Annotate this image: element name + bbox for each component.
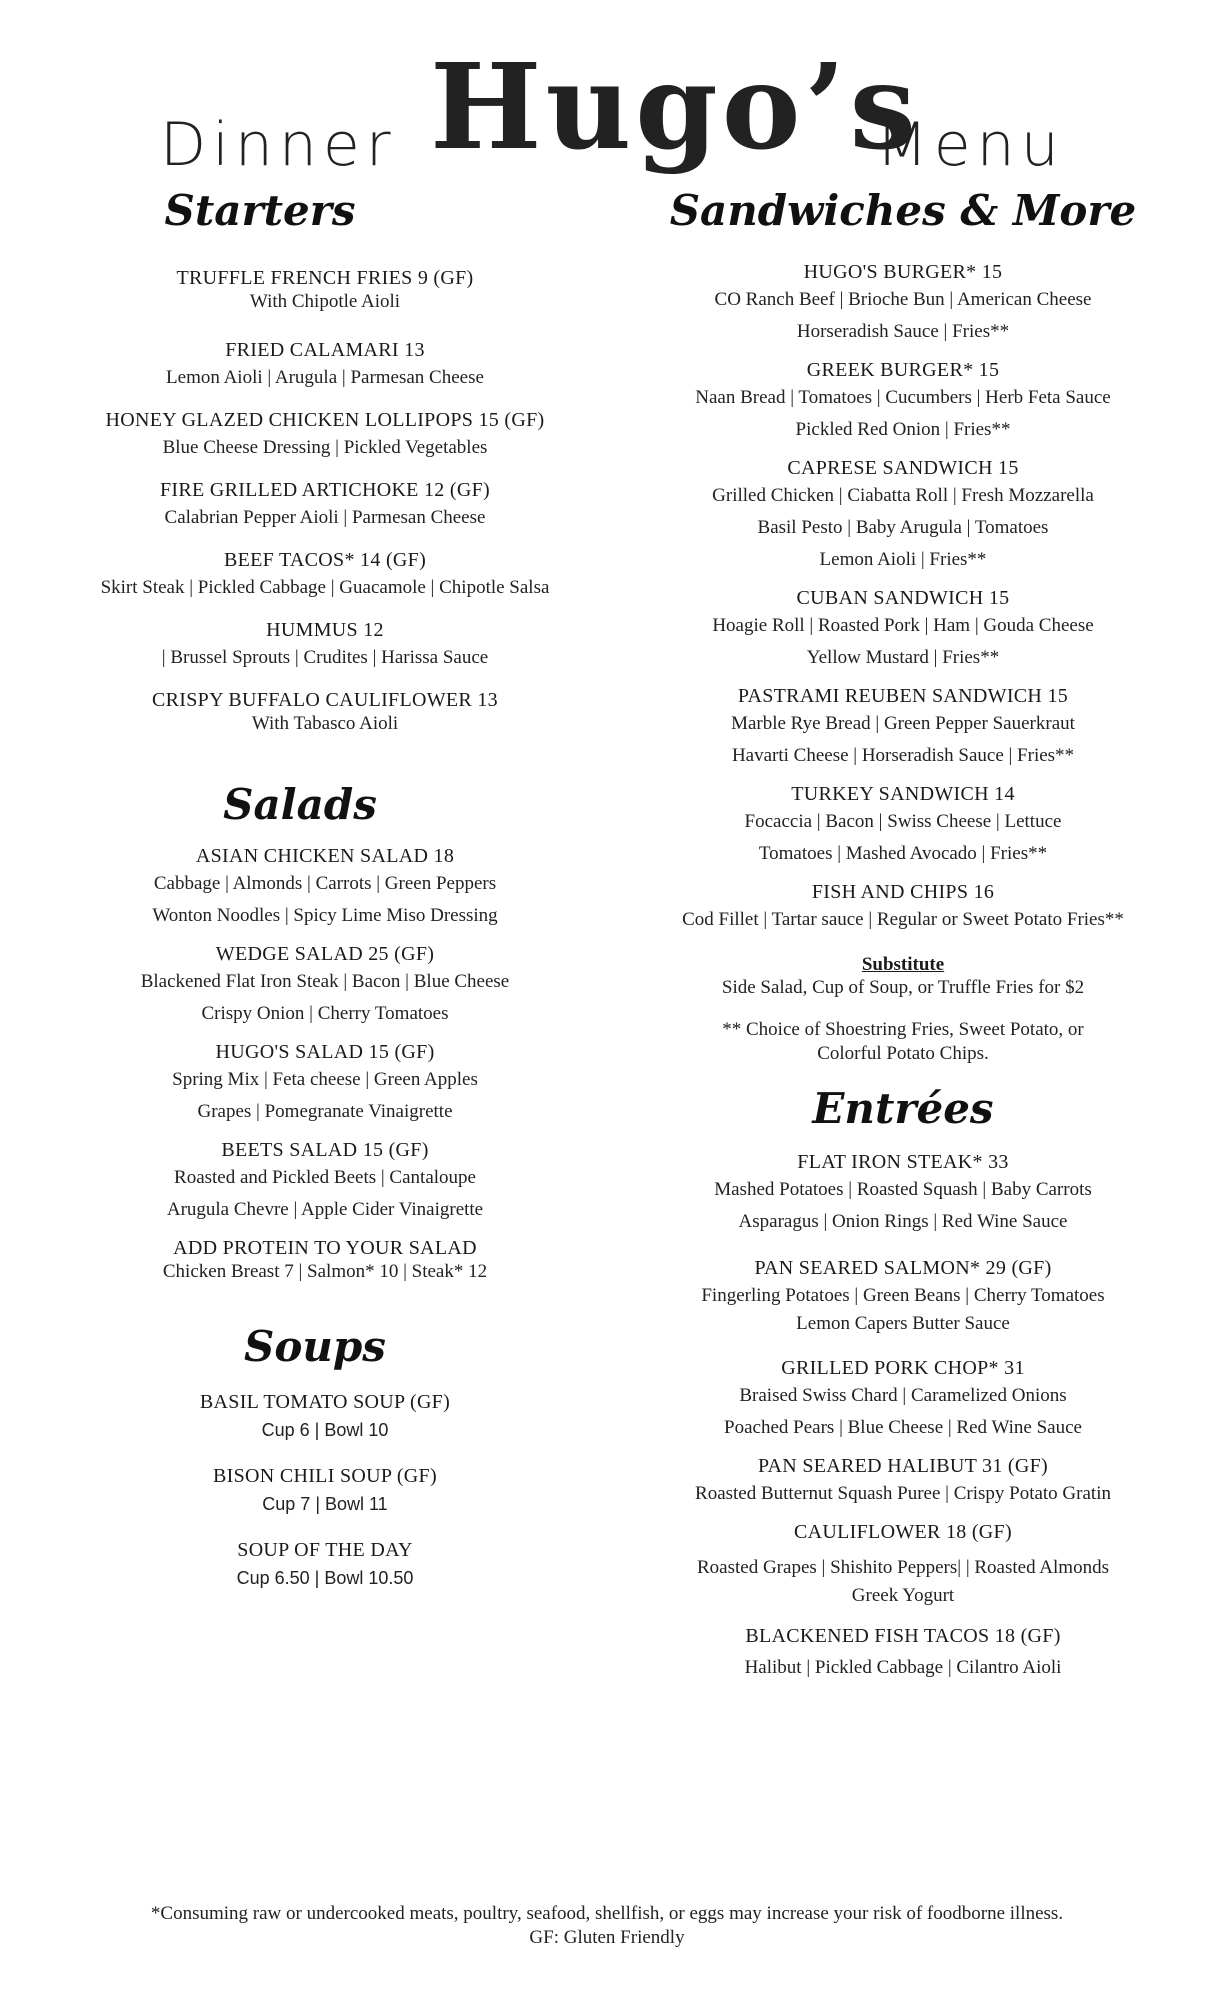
starter-item: [40, 548, 610, 604]
item-name: SOUP OF THE DAY: [237, 1539, 413, 1561]
item-description: Cup 7 | Bowl 11: [262, 1494, 388, 1514]
substitute-text: Side Salad, Cup of Soup, or Truffle Fries for $2: [721, 977, 1085, 998]
section-title-sandwiches: Sandwiches & More: [669, 186, 1137, 235]
item-description: Mashed Potatoes | Roasted Squash | Baby Carrots: [714, 1179, 1092, 1200]
item-description: Spring Mix | Feta cheese | Green Apples: [172, 1069, 478, 1090]
fries-choice-line: Colorful Potato Chips.: [817, 1043, 989, 1064]
item-name: PASTRAMI REUBEN SANDWICH 15: [737, 685, 1069, 707]
item-description: Grilled Chicken | Ciabatta Roll | Fresh Mozzarella: [712, 485, 1094, 506]
item-name: FRIED CALAMARI 13: [225, 339, 425, 361]
item-description: Lemon Capers Butter Sauce: [796, 1313, 1010, 1334]
starter-item: [40, 266, 610, 314]
item-name: GREEK BURGER* 15: [806, 359, 1000, 381]
entree-item: [622, 1356, 1184, 1444]
starter-item: [40, 338, 610, 394]
soup-item: [40, 1464, 610, 1520]
item-description: Wonton Noodles | Spicy Lime Miso Dressing: [152, 905, 498, 926]
item-description: Lemon Aioli | Arugula | Parmesan Cheese: [166, 367, 484, 388]
item-description: | Brussel Sprouts | Crudites | Harissa Sauce: [161, 647, 489, 668]
item-name: BEETS SALAD 15 (GF): [221, 1139, 429, 1161]
right-column: [622, 186, 1184, 1684]
item-description: Blue Cheese Dressing | Pickled Vegetables: [162, 437, 488, 458]
item-description: CO Ranch Beef | Brioche Bun | American Cheese: [714, 289, 1092, 310]
menu-header: [0, 37, 1214, 198]
entree-item: [622, 1624, 1184, 1684]
section-title-salads: Salads: [223, 780, 377, 829]
sandwich-item: [622, 456, 1184, 576]
item-name: FIRE GRILLED ARTICHOKE 12 (GF): [159, 479, 490, 501]
sandwich-item: [622, 586, 1184, 674]
item-name: BLACKENED FISH TACOS 18 (GF): [745, 1625, 1061, 1647]
section-title-soups: Soups: [244, 1322, 386, 1371]
item-name: CRISPY BUFFALO CAULIFLOWER 13: [152, 689, 498, 711]
entrees-section: [622, 1084, 1184, 1133]
item-name: WEDGE SALAD 25 (GF): [215, 943, 435, 965]
item-name: TRUFFLE FRENCH FRIES 9 (GF): [176, 267, 474, 289]
salad-item: [40, 1040, 610, 1128]
item-description: Hoagie Roll | Roasted Pork | Ham | Gouda Cheese: [712, 615, 1094, 636]
entree-item: [622, 1454, 1184, 1510]
item-description: Braised Swiss Chard | Caramelized Onions: [739, 1385, 1067, 1406]
item-description: Havarti Cheese | Horseradish Sauce | Fries**: [731, 745, 1075, 766]
item-description: Cabbage | Almonds | Carrots | Green Peppers: [153, 873, 497, 894]
item-name: BISON CHILI SOUP (GF): [213, 1465, 437, 1487]
section-title-starters: Starters: [164, 186, 356, 235]
item-name: GRILLED PORK CHOP* 31: [781, 1357, 1025, 1379]
item-name: ASIAN CHICKEN SALAD 18: [195, 845, 455, 867]
menu-footer: [0, 1902, 1214, 1950]
sandwich-item: [622, 880, 1184, 936]
sandwich-item: [622, 260, 1184, 348]
gluten-friendly-legend: GF: Gluten Friendly: [529, 1927, 685, 1948]
item-description: Chicken Breast 7 | Salmon* 10 | Steak* 12: [162, 1261, 488, 1282]
soups-section: [20, 1322, 610, 1371]
item-name: ADD PROTEIN TO YOUR SALAD: [173, 1237, 477, 1259]
item-description: Cup 6 | Bowl 10: [261, 1420, 389, 1440]
item-description: Yellow Mustard | Fries**: [806, 647, 1000, 668]
item-description: Marble Rye Bread | Green Pepper Sauerkraut: [731, 713, 1075, 734]
entree-item: [622, 1150, 1184, 1238]
entree-item: [622, 1520, 1184, 1608]
item-description: Focaccia | Bacon | Swiss Cheese | Lettuce: [744, 811, 1062, 832]
header-dinner-word: Dinner: [160, 110, 397, 180]
item-name: PAN SEARED SALMON* 29 (GF): [754, 1257, 1052, 1279]
item-name: HUGO'S SALAD 15 (GF): [215, 1041, 435, 1063]
food-safety-disclaimer: *Consuming raw or undercooked meats, poultry, seafood, shellfish, or eggs may increase your risk of foodborne illness.: [150, 1903, 1064, 1924]
starter-item: [40, 618, 610, 674]
item-description: Cod Fillet | Tartar sauce | Regular or Sweet Potato Fries**: [682, 909, 1124, 930]
item-name: CAULIFLOWER 18 (GF): [794, 1521, 1012, 1543]
item-description: Tomatoes | Mashed Avocado | Fries**: [758, 843, 1048, 864]
item-description: Naan Bread | Tomatoes | Cucumbers | Herb Feta Sauce: [695, 387, 1111, 408]
sandwiches-section: [622, 186, 1184, 235]
item-name: HONEY GLAZED CHICKEN LOLLIPOPS 15 (GF): [105, 409, 545, 431]
item-description: Greek Yogurt: [851, 1585, 955, 1606]
item-description: Cup 6.50 | Bowl 10.50: [236, 1568, 414, 1588]
item-name: FLAT IRON STEAK* 33: [797, 1151, 1009, 1173]
starters-section: [0, 186, 610, 235]
sandwich-item: [622, 782, 1184, 870]
salad-item: [40, 1138, 610, 1226]
restaurant-name: Hugo’s: [430, 37, 921, 176]
soup-item: [40, 1538, 610, 1594]
sandwich-item: [622, 684, 1184, 772]
salad-item: [40, 844, 610, 932]
substitute-note: [622, 954, 1184, 1000]
fries-choice-note: [622, 1018, 1184, 1066]
item-description: With Chipotle Aioli: [249, 291, 401, 312]
item-description: With Tabasco Aioli: [251, 713, 399, 734]
item-name: HUGO'S BURGER* 15: [803, 261, 1003, 283]
sandwich-item: [622, 358, 1184, 446]
item-description: Roasted Butternut Squash Puree | Crispy Potato Gratin: [695, 1483, 1111, 1504]
item-description: Skirt Steak | Pickled Cabbage | Guacamole | Chipotle Salsa: [100, 577, 550, 598]
salad-item: [40, 942, 610, 1030]
salads-section: [0, 780, 610, 829]
item-name: BASIL TOMATO SOUP (GF): [199, 1391, 451, 1413]
item-name: CUBAN SANDWICH 15: [796, 587, 1010, 609]
item-description: Lemon Aioli | Fries**: [819, 549, 987, 570]
starter-item: [40, 478, 610, 534]
item-description: Horseradish Sauce | Fries**: [796, 321, 1010, 342]
item-description: Halibut | Pickled Cabbage | Cilantro Aioli: [744, 1657, 1062, 1678]
item-name: CAPRESE SANDWICH 15: [787, 457, 1019, 479]
soup-item: [40, 1390, 610, 1446]
header-menu-word: Menu: [876, 110, 1065, 180]
item-description: Blackened Flat Iron Steak | Bacon | Blue Cheese: [140, 971, 510, 992]
item-description: Pickled Red Onion | Fries**: [795, 419, 1011, 440]
item-description: Basil Pesto | Baby Arugula | Tomatoes: [757, 517, 1049, 538]
item-description: Roasted Grapes | Shishito Peppers| | Roasted Almonds: [697, 1557, 1109, 1578]
item-description: Poached Pears | Blue Cheese | Red Wine Sauce: [724, 1417, 1082, 1438]
item-description: Grapes | Pomegranate Vinaigrette: [197, 1101, 453, 1122]
entree-item: [622, 1256, 1184, 1336]
section-title-entrees: Entrées: [812, 1084, 994, 1133]
salad-item: [40, 1236, 610, 1284]
starter-item: [40, 688, 610, 736]
item-name: BEEF TACOS* 14 (GF): [223, 549, 427, 571]
starter-item: [40, 408, 610, 464]
item-description: Calabrian Pepper Aioli | Parmesan Cheese: [164, 507, 486, 528]
item-description: Crispy Onion | Cherry Tomatoes: [201, 1003, 449, 1024]
item-description: Asparagus | Onion Rings | Red Wine Sauce: [738, 1211, 1068, 1232]
left-column: [40, 186, 610, 1594]
substitute-title: Substitute: [861, 954, 945, 975]
fries-choice-line: ** Choice of Shoestring Fries, Sweet Potato, or: [722, 1019, 1084, 1040]
item-description: Fingerling Potatoes | Green Beans | Cherry Tomatoes: [701, 1285, 1105, 1306]
item-name: PAN SEARED HALIBUT 31 (GF): [757, 1455, 1049, 1477]
item-name: FISH AND CHIPS 16: [811, 881, 995, 903]
item-name: HUMMUS 12: [266, 619, 384, 641]
item-description: Arugula Chevre | Apple Cider Vinaigrette: [166, 1199, 484, 1220]
item-description: Roasted and Pickled Beets | Cantaloupe: [174, 1167, 476, 1188]
item-name: TURKEY SANDWICH 14: [791, 783, 1015, 805]
